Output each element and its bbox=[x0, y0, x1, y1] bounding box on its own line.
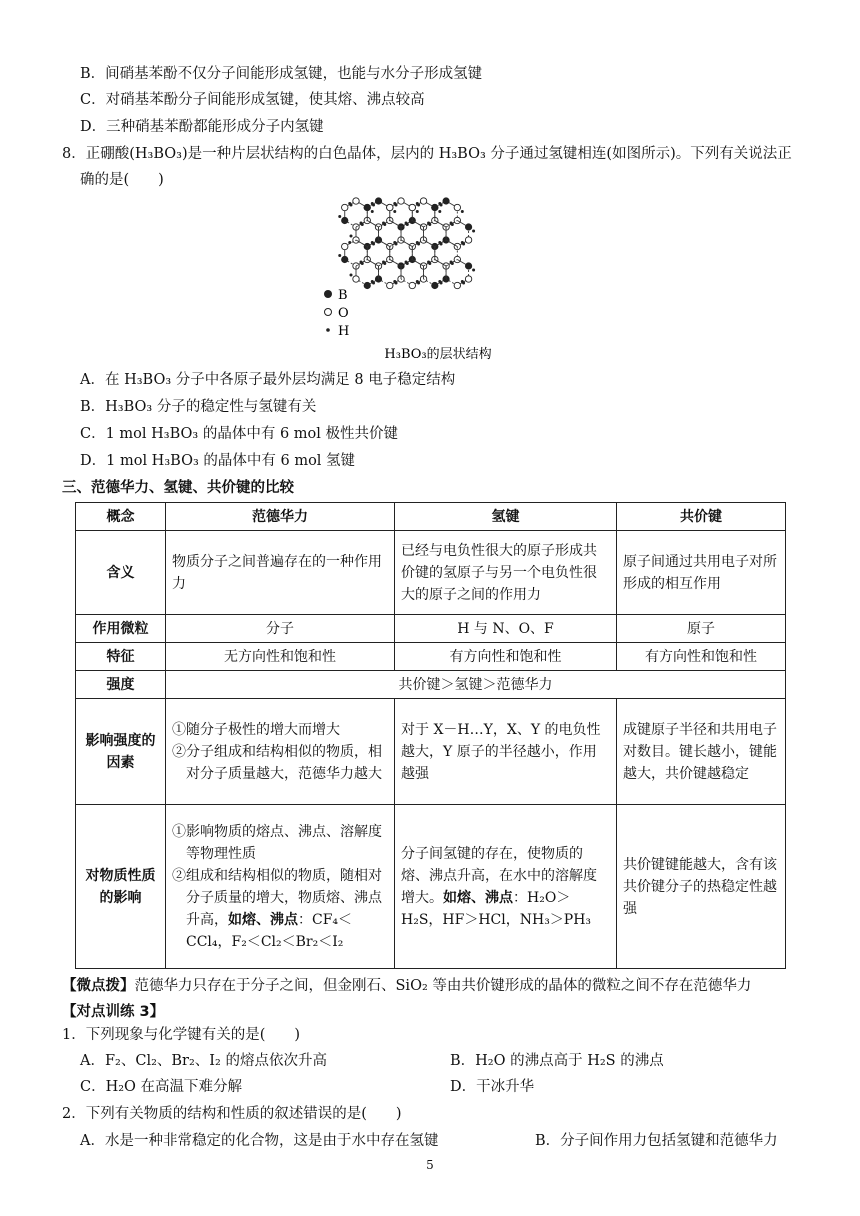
boron-atom bbox=[431, 282, 438, 289]
factors-vdw-2: ②分子组成和结构相似的物质，相对分子质量越大，范德华力越大 bbox=[172, 743, 382, 782]
hydrogen-atom bbox=[371, 280, 374, 283]
table-row bbox=[76, 699, 786, 805]
q8-option-d: D．1 mol H₃BO₃ 的晶体中有 6 mol 氢键 bbox=[80, 453, 356, 469]
header-covalent: 共价键 bbox=[617, 503, 786, 531]
section-3-title: 三、范德华力、氢键、共价键的比较 bbox=[62, 480, 294, 496]
boron-atom bbox=[465, 262, 472, 269]
strength-value: 共价键＞氢键＞范德华力 bbox=[166, 671, 786, 699]
hydrogen-atom bbox=[416, 280, 419, 283]
q7-option-b: B．间硝基苯酚不仅分子间能形成氢键，也能与水分子形成氢键 bbox=[80, 66, 483, 82]
hydrogen-atom bbox=[438, 202, 441, 205]
lattice-bond bbox=[356, 240, 367, 247]
hydrogen-atom bbox=[461, 210, 464, 213]
q8-stem-line1: 8．正硼酸(H₃BO₃)是一种片层状结构的白色晶体，层内的 H₃BO₃ 分子通过氢键相连(如图所示)。下列有关说法正 bbox=[62, 146, 792, 162]
effect-vdw bbox=[166, 805, 395, 969]
hydrogen-atom bbox=[393, 202, 396, 205]
oxygen-atom bbox=[342, 243, 348, 249]
q8-option-b: B．H₃BO₃ 分子的稳定性与氢键有关 bbox=[80, 399, 317, 415]
h3bo3-layer-figure bbox=[318, 196, 558, 366]
hydrogen-atom bbox=[348, 202, 351, 205]
q8-stem-line2: 确的是( ) bbox=[80, 172, 164, 188]
legend-h-label: H bbox=[338, 324, 350, 339]
oxygen-atom bbox=[454, 282, 460, 288]
feature-hbond: 有方向性和饱和性 bbox=[395, 643, 617, 671]
row-label-strength: 强度 bbox=[76, 671, 166, 699]
legend-o-marker bbox=[325, 309, 332, 316]
hydrogen-atom bbox=[350, 274, 353, 277]
tip-line bbox=[62, 976, 751, 996]
table-row bbox=[76, 531, 786, 615]
lattice-bond bbox=[446, 240, 457, 247]
effect-vdw-keyword: 如熔、沸点 bbox=[228, 911, 298, 928]
effect-vdw-2c: ：CF₄＜CCl₄，F₂＜Cl₂＜Br₂＜I₂ bbox=[186, 911, 353, 950]
oxygen-atom bbox=[387, 282, 393, 288]
legend-b-marker bbox=[324, 290, 332, 298]
oxygen-atom bbox=[454, 204, 460, 210]
oxygen-atom bbox=[353, 276, 359, 282]
table-row bbox=[76, 643, 786, 671]
meaning-hbond: 已经与电负性很大的原子形成共价键的氢原子与另一个电负性很大的原子之间的作用力 bbox=[395, 531, 617, 615]
factors-hbond: 对于 X－H…Y，X、Y 的电负性越大，Y 原子的半径越小，作用越强 bbox=[395, 699, 617, 805]
table-row bbox=[76, 805, 786, 969]
factors-covalent: 成键原子半径和共用电子对数目。键长越小，键能越大，共价键越稳定 bbox=[617, 699, 786, 805]
hydrogen-atom bbox=[461, 280, 464, 283]
practice-title: 【对点训练 3】 bbox=[62, 1004, 165, 1020]
boron-atom bbox=[465, 223, 472, 230]
lattice-bond bbox=[412, 260, 423, 267]
hydrogen-atom bbox=[461, 241, 464, 244]
practice-q1-option-d: D．干冰升华 bbox=[450, 1079, 535, 1095]
hydrogen-atom bbox=[348, 241, 351, 244]
oxygen-atom bbox=[420, 198, 426, 204]
oxygen-atom bbox=[342, 204, 348, 210]
practice-q1-option-b: B．H₂O 的沸点高于 H₂S 的沸点 bbox=[450, 1053, 664, 1069]
hydrogen-atom bbox=[472, 269, 475, 272]
boron-atom bbox=[364, 282, 371, 289]
particles-vdw: 分子 bbox=[166, 615, 395, 643]
q7-option-c: C．对硝基苯酚分子间能形成氢键，使其熔、沸点较高 bbox=[80, 92, 425, 108]
effect-vdw-2a: ②组成和结构相似的物质，随相对分子质量的增大，物质熔、沸点升高， bbox=[172, 867, 382, 928]
effect-hbond-a: 分子间氢键的存在，使物质的熔、沸点升高，在水中的溶解度增大。 bbox=[401, 845, 597, 906]
q8-option-a: A．在 H₃BO₃ 分子中各原子最外层均满足 8 电子稳定结构 bbox=[80, 372, 456, 388]
practice-q2-option-b: B．分子间作用力包括氢键和范德华力 bbox=[535, 1133, 778, 1149]
factors-vdw bbox=[166, 699, 395, 805]
lattice-bond bbox=[390, 260, 401, 267]
lattice-bond bbox=[379, 240, 390, 247]
hydrogen-atom bbox=[338, 215, 341, 218]
hydrogen-atom bbox=[350, 235, 353, 238]
practice-q2-stem: 2．下列有关物质的结构和性质的叙述错误的是( ) bbox=[62, 1106, 402, 1122]
lattice-bond bbox=[424, 240, 435, 247]
lattice-bond bbox=[435, 221, 446, 228]
table-row bbox=[76, 671, 786, 699]
q8-option-c: C．1 mol H₃BO₃ 的晶体中有 6 mol 极性共价键 bbox=[80, 426, 399, 442]
lattice-bond bbox=[367, 221, 378, 228]
hydrogen-atom bbox=[338, 254, 341, 257]
oxygen-atom bbox=[398, 198, 404, 204]
h3bo3-lattice-diagram bbox=[318, 196, 558, 366]
boron-atom bbox=[341, 256, 348, 263]
practice-q1-option-c: C．H₂O 在高温下难分解 bbox=[80, 1079, 243, 1095]
hydrogen-atom bbox=[438, 210, 441, 213]
particles-hbond: H 与 N、O、F bbox=[395, 615, 617, 643]
oxygen-atom bbox=[409, 204, 415, 210]
hydrogen-atom bbox=[416, 210, 419, 213]
oxygen-atom bbox=[465, 276, 471, 282]
lattice-bond bbox=[412, 221, 423, 228]
row-label-feature: 特征 bbox=[76, 643, 166, 671]
hydrogen-atom bbox=[393, 210, 396, 213]
practice-q2-option-a: A．水是一种非常稳定的化合物，这是由于水中存在氢键 bbox=[80, 1133, 439, 1149]
hydrogen-atom bbox=[371, 202, 374, 205]
header-hbond: 氢键 bbox=[395, 503, 617, 531]
effect-covalent: 共价键键能越大，含有该共价键分子的热稳定性越强 bbox=[617, 805, 786, 969]
row-label-particles: 作用微粒 bbox=[76, 615, 166, 643]
effect-hbond bbox=[395, 805, 617, 969]
boron-atom bbox=[364, 204, 371, 211]
meaning-vdw: 物质分子之间普遍存在的一种作用力 bbox=[166, 531, 395, 615]
boron-atom bbox=[341, 217, 348, 224]
tip-tag: 【微点拨】 bbox=[62, 978, 135, 994]
legend-h-marker bbox=[326, 328, 330, 332]
feature-covalent: 有方向性和饱和性 bbox=[617, 643, 786, 671]
row-label-effect: 对物质性质的影响 bbox=[76, 805, 166, 969]
effect-vdw-1: ①影响物质的熔点、沸点、溶解度等物理性质 bbox=[172, 823, 382, 862]
hydrogen-atom bbox=[438, 280, 441, 283]
comparison-table bbox=[75, 502, 786, 969]
legend-b-label: B bbox=[338, 288, 348, 303]
oxygen-atom bbox=[409, 282, 415, 288]
lattice-bond bbox=[435, 260, 446, 267]
lattice-bond bbox=[401, 240, 412, 247]
oxygen-atom bbox=[465, 237, 471, 243]
hydrogen-atom bbox=[393, 280, 396, 283]
hydrogen-atom bbox=[371, 210, 374, 213]
hydrogen-atom bbox=[472, 230, 475, 233]
lattice-bond bbox=[390, 221, 401, 228]
header-concept: 概念 bbox=[76, 503, 166, 531]
page-number: 5 bbox=[426, 1158, 434, 1172]
meaning-covalent: 原子间通过共用电子对所形成的相互作用 bbox=[617, 531, 786, 615]
effect-vdw-2 bbox=[172, 865, 388, 953]
particles-covalent: 原子 bbox=[617, 615, 786, 643]
q7-option-d: D．三种硝基苯酚都能形成分子内氢键 bbox=[80, 119, 324, 135]
figure-caption: H₃BO₃的层状结构 bbox=[384, 347, 492, 362]
feature-vdw: 无方向性和饱和性 bbox=[166, 643, 395, 671]
effect-hbond-keyword: 如熔、沸点 bbox=[443, 889, 513, 906]
lattice-bond bbox=[367, 260, 378, 267]
row-label-meaning: 含义 bbox=[76, 531, 166, 615]
practice-q1-option-a: A．F₂、Cl₂、Br₂、I₂ 的熔点依次升高 bbox=[80, 1053, 327, 1069]
boron-atom bbox=[375, 197, 382, 204]
legend-o-label: O bbox=[338, 306, 349, 321]
table-header-row bbox=[76, 503, 786, 531]
practice-q1-stem: 1．下列现象与化学键有关的是( ) bbox=[62, 1027, 301, 1043]
table-row bbox=[76, 615, 786, 643]
header-vdw: 范德华力 bbox=[166, 503, 395, 531]
row-label-factors: 影响强度的因素 bbox=[76, 699, 166, 805]
boron-atom bbox=[431, 204, 438, 211]
oxygen-atom bbox=[387, 204, 393, 210]
factors-vdw-1: ①随分子极性的增大而增大 bbox=[172, 721, 340, 738]
hydrogen-atom bbox=[416, 202, 419, 205]
tip-text: 范德华力只存在于分子之间，但金刚石、SiO₂ 等由共价键形成的晶体的微粒之间不存在范德华力 bbox=[134, 978, 752, 994]
boron-atom bbox=[442, 197, 449, 204]
effect-hbond-b: ：H₂O＞H₂S，HF＞HCl，NH₃＞PH₃ bbox=[401, 889, 592, 928]
oxygen-atom bbox=[353, 198, 359, 204]
figure-legend bbox=[324, 288, 349, 339]
